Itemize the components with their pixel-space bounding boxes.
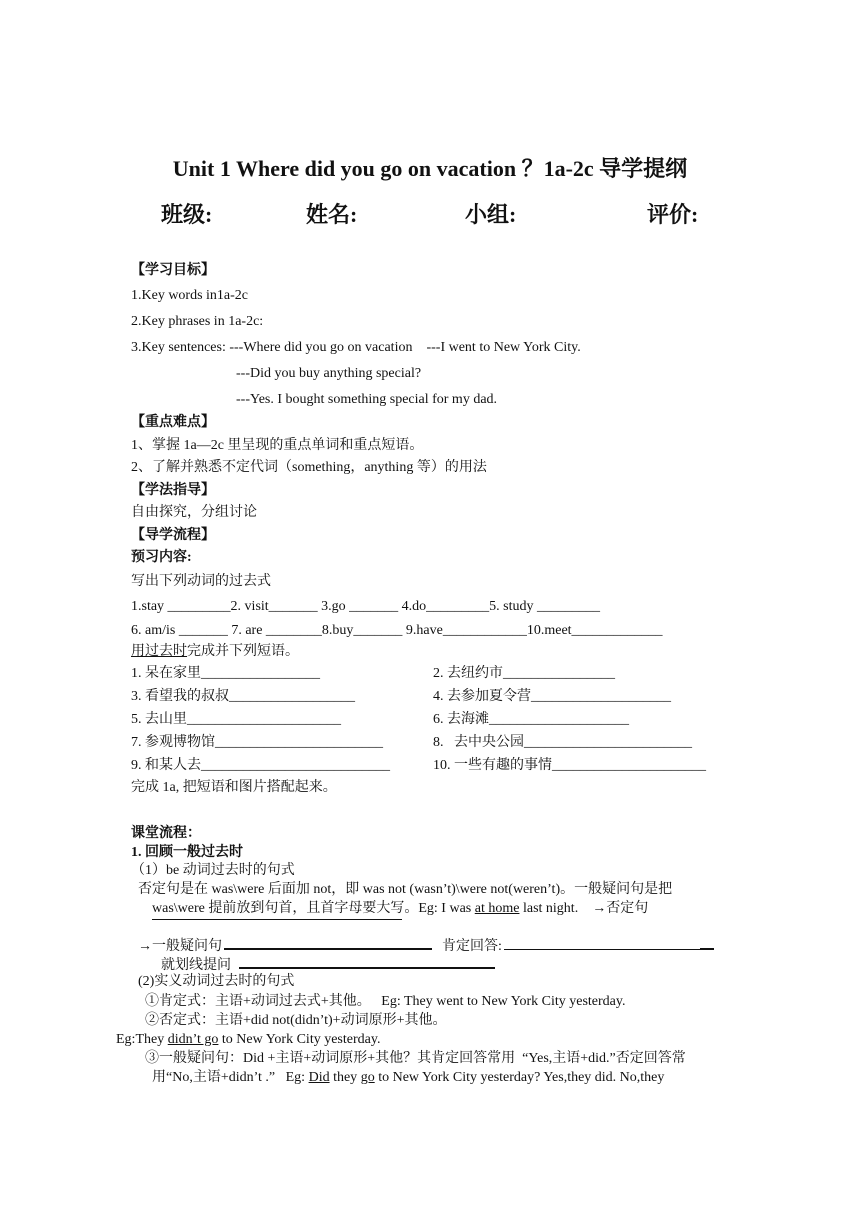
- document-title: Unit 1 Where did you go on vacation ？1a-2c 导学提纲: [172, 156, 688, 181]
- phrase-left-3: 5. 去山里______________________: [131, 712, 341, 727]
- negative-rule: ②否定式：主语+did not(didn’t)+动词原形+其他。: [145, 1013, 447, 1028]
- phrase-right-5: 10. 一些有趣的事情______________________: [433, 758, 706, 773]
- phrase-left-4: 7. 参观博物馆________________________: [131, 735, 383, 750]
- evaluation-label: 评价:: [647, 202, 699, 227]
- class-label: 班级:: [161, 202, 213, 227]
- keypoints-heading: 【重点难点】: [131, 415, 215, 430]
- method-heading: 【学法指导】: [131, 483, 215, 498]
- be-para-underlined: at home: [474, 901, 520, 916]
- phrases-instruction-rest: 完成并下列短语。: [187, 644, 299, 659]
- q-example-underlined-1: Did: [308, 1070, 330, 1085]
- neg-example-b: to New York City yesterday.: [218, 1032, 381, 1047]
- be-verb-paragraph-2: [152, 900, 648, 918]
- be-verb-title: （1）be 动词过去时的句式: [131, 863, 295, 878]
- phrase-left-2: 3. 看望我的叔叔__________________: [131, 689, 355, 704]
- underline-question-label: 就划线提问: [161, 958, 231, 973]
- goals-line-1: 1.Key words in1a-2c: [131, 288, 249, 303]
- keypoints-line-1: 1、掌握 1a—2c 里呈现的重点单词和重点短语。: [131, 438, 424, 453]
- review-past-tense-heading: 1. 回顾一般过去时: [131, 845, 243, 860]
- class-flow-heading: 课堂流程：: [131, 826, 201, 841]
- process-heading: 【导学流程】: [131, 528, 215, 543]
- goals-line-5: ---Yes. I bought something special for my dad.: [236, 392, 498, 407]
- yes-answer-label: 肯定回答:: [442, 939, 502, 954]
- q-example-mid: they: [329, 1070, 361, 1085]
- be-verb-paragraph-1: 否定句是在 was\were 后面加 not，即 was not (wasn’t)\were not(weren’t)。一般疑问句是把: [138, 882, 673, 897]
- underline-question-row: [161, 955, 495, 975]
- phrase-left-1: 1. 呆在家里_________________: [131, 666, 320, 681]
- keypoints-line-2: 2、了解并熟悉不定代词（something，anything 等）的用法: [131, 460, 487, 475]
- phrases-instruction-underlined: 用过去时: [131, 644, 187, 659]
- be-para-text-b: last night. →否定句: [519, 901, 649, 916]
- name-label: 姓名:: [306, 202, 358, 227]
- goals-heading: 【学习目标】: [131, 263, 215, 278]
- question-blank: [224, 936, 432, 950]
- affirmative-rule: ①肯定式：主语+动词过去式+其他。 Eg: They went to New York City yesterday.: [145, 994, 626, 1009]
- neg-example-underlined: didn’t go: [167, 1032, 219, 1047]
- q-example-b: to New York City yesterday? Yes,they did. No,they: [374, 1070, 665, 1085]
- question-rule-example: [152, 1069, 664, 1087]
- verb-past-title: (2)实义动词过去时的句式: [138, 974, 295, 989]
- match-instruction: 完成 1a, 把短语和图片搭配起来。: [131, 780, 337, 795]
- question-rule: ③一般疑问句：Did +主语+动词原形+其他？其肯定回答常用 “Yes,主语+did.”否定回答常: [145, 1051, 686, 1066]
- phrase-right-4: 8. 去中央公园________________________: [433, 735, 692, 750]
- yes-answer-blank-end: [700, 936, 714, 950]
- preview-heading: 预习内容:: [131, 550, 192, 565]
- phrases-instruction: [131, 643, 299, 661]
- phrase-right-1: 2. 去纽约市________________: [433, 666, 615, 681]
- goals-line-3: 3.Key sentences: ---Where did you go on vacation ---I went to New York City.: [131, 340, 581, 355]
- question-row: [138, 936, 714, 956]
- yes-answer-blank: [504, 937, 700, 950]
- q-example-underlined-2: go: [360, 1070, 375, 1085]
- verbs-row-1: 1.stay _________2. visit_______ 3.go _______ 4.do_________5. study _________: [131, 599, 601, 614]
- negative-answer-blank: [152, 919, 402, 920]
- method-line: 自由探究，分组讨论: [131, 505, 257, 520]
- be-para-text-a: was\were 提前放到句首，且首字母要大写。Eg: I was: [152, 901, 475, 916]
- neg-example-a: Eg:They: [116, 1032, 168, 1047]
- negative-example: [116, 1031, 380, 1049]
- q-example-a: 用“No,主语+didn’t .” Eg:: [152, 1070, 309, 1085]
- question-label: →一般疑问句: [138, 939, 222, 954]
- group-label: 小组:: [465, 202, 517, 227]
- goals-line-4: ---Did you buy anything special?: [236, 366, 422, 381]
- verbs-row-2: 6. am/is _______ 7. are ________8.buy_______ 9.have____________10.meet_____________: [131, 623, 663, 638]
- phrase-right-3: 6. 去海滩____________________: [433, 712, 629, 727]
- underline-question-blank: [239, 955, 495, 969]
- phrase-left-5: 9. 和某人去___________________________: [131, 758, 390, 773]
- phrase-right-2: 4. 去参加夏令营____________________: [433, 689, 671, 704]
- past-tense-instruction: 写出下列动词的过去式: [131, 574, 271, 589]
- goals-line-2: 2.Key phrases in 1a-2c:: [131, 314, 264, 329]
